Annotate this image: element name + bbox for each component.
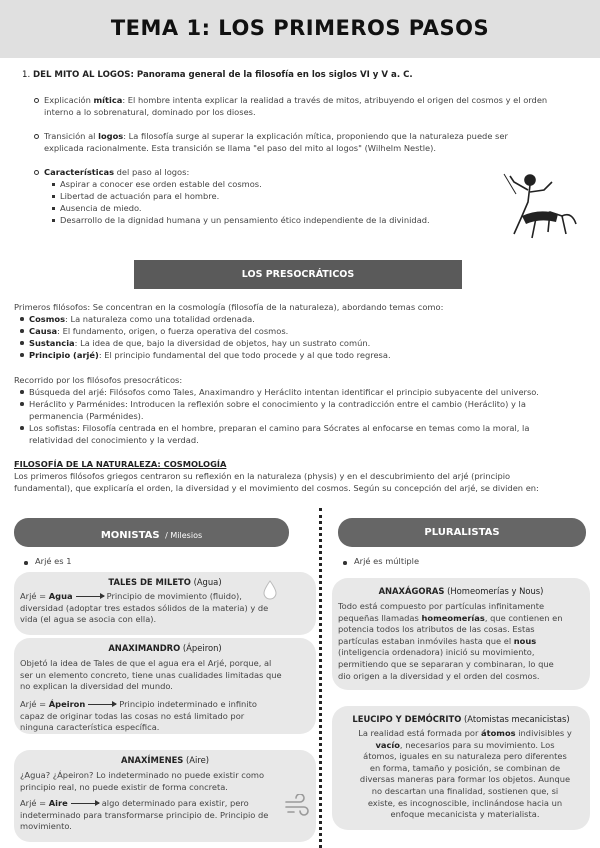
arrow-icon — [76, 596, 104, 597]
tales-card — [14, 572, 316, 635]
mitica-item: Explicación mítica: El hombre intenta explicar la realidad a través de mitos, atribuyendo el origen del cosmos y el orden interno a lo sobrenatural, dominado por los dioses. — [44, 95, 548, 117]
monistas-arje: Arjé es 1 — [35, 556, 72, 566]
column-divider — [319, 508, 322, 848]
dot-bullet-icon — [24, 561, 28, 565]
dot-bullet-icon — [20, 390, 24, 394]
leucipo-text: La realidad está formada por átomos indivisibles y vacío, necesarios para su movimiento. Los átomos, iguales en su naturaleza pero diferentes en forma, tamaño y posición, se combinan de diversas maneras para formar los objetos. Aunque no descartan una finalidad, sostienen que, si existe, es incognoscible, inclinándose hacia un enfoque mecanicista y materialista. — [358, 728, 572, 820]
caracteristicas-list: Aspirar a conocer ese orden estable del cosmos. Libertad de actuación para el hombre. Ausencia de miedo. Desarrollo de la dignidad humana y un pensamiento ético independiente de la divinidad. — [60, 179, 430, 225]
arrow-icon — [71, 803, 99, 804]
wind-icon — [284, 794, 310, 818]
dot-bullet-icon — [20, 341, 24, 345]
leucipo-title: LEUCIPO Y DEMÓCRITO (Atomistas mecanicistas) — [352, 714, 570, 724]
anaximenes-card — [14, 750, 316, 842]
square-bullet-icon — [52, 219, 55, 222]
water-drop-icon — [262, 580, 278, 600]
logos-item: Transición al logos: La filosofía surge al superar la explicación mítica, proponiendo que la naturaleza puede ser explicada racionalmente. Esta transición se llama "el paso del mito al logos" (Wilhelm Nestle). — [44, 131, 508, 153]
pluralistas-banner: PLURALISTAS — [338, 518, 586, 547]
anaximenes-arje: Arjé = Aire algo determinado para existir, pero indeterminado para transformarse principio de. Principio de movimiento. — [20, 798, 269, 832]
dot-bullet-icon — [20, 317, 24, 321]
anaxagoras-text: Todo está compuesto por partículas infinitamente pequeñas llamadas homeomerías, que contienen en potencia todos los atributos de las cosas. Estas partículas estaban inmóviles hasta que el nous (inteligencia ordenadora) inició su movimiento, permitiendo que se separaran y combinaran, lo que dio origen a la diversidad y el orden del cosmos. — [338, 601, 563, 681]
naturaleza-heading: FILOSOFÍA DE LA NATURALEZA: COSMOLOGÍA — [14, 459, 227, 469]
dot-bullet-icon — [20, 353, 24, 357]
pluralistas-arje: Arjé es múltiple — [354, 556, 420, 566]
square-bullet-icon — [52, 195, 55, 198]
section1-heading: 1. DEL MITO AL LOGOS: Panorama general de la filosofía en los siglos VI y V a. C. — [22, 70, 413, 80]
leucipo-democrito-card — [332, 706, 590, 830]
dot-bullet-icon — [20, 402, 24, 406]
circle-bullet-icon — [34, 98, 39, 103]
tales-text: Arjé = Agua Principio de movimiento (fluido), diversidad (adoptar tres estados sólidos de la materia) y de vida (el agua se asocia con ella). — [20, 591, 269, 625]
circle-bullet-icon — [34, 134, 39, 139]
anaxagoras-title: ANAXÁGORAS (Homeomerías y Nous) — [378, 586, 544, 596]
dot-bullet-icon — [20, 329, 24, 333]
cosmologia-terms: Cosmos: La naturaleza como una totalidad ordenada. Causa: El fundamento, origen, o fuerza operativa del cosmos. Sustancia: La idea de que, bajo la diversidad de objetos, hay un sustrato común. Principio (arjé): El principio fundamental del que todo procede y al que todo regresa. — [29, 314, 391, 360]
recorrido-list: Búsqueda del arjé: Filósofos como Tales, Anaximandro y Heráclito intentan identificar el principio subyacente del universo. Heráclito y Parménides: Introducen la reflexión sobre el conocimiento y la contradicción entre el cambio (Heráclito) y la permanencia (Parménides). Los sofistas: Filosofía centrada en el hombre, preparan el camino para Sócrates al enfocarse en temas como la moral, la relatividad del conocimiento y la verdad. — [29, 387, 539, 445]
recorrido-heading: Recorrido por los filósofos presocráticos: — [14, 375, 183, 385]
anaximenes-title: ANAXÍMENES (Aire) — [120, 755, 210, 765]
square-bullet-icon — [52, 207, 55, 210]
square-bullet-icon — [52, 183, 55, 186]
primeros-filosofos-intro: Primeros filósofos: Se concentran en la cosmología (filosofía de la naturaleza), abordando temas como: — [14, 302, 444, 312]
naturaleza-text: Los primeros filósofos griegos centraron su reflexión en la naturaleza (physis) y en el descubrimiento del arjé (principio fundamental), que explicaría el orden, la diversidad y el movimiento del cosmos. Según su concepción del arjé, se dividen en: — [14, 471, 539, 493]
monistas-banner: MONISTAS / Milesios — [14, 518, 289, 547]
dot-bullet-icon — [20, 426, 24, 430]
caracteristicas-item: Características del paso al logos: — [44, 167, 190, 177]
presocraticos-banner: LOS PRESOCRÁTICOS — [134, 260, 462, 289]
anaximandro-arje: Arjé = Ápeiron Principio indeterminado e infinito capaz de originar todas las cosas no está limitado por ninguna característica específica. — [20, 699, 257, 733]
tales-title: TALES DE MILETO (Agua) — [108, 577, 222, 587]
anaximenes-text: ¿Agua? ¿Ápeiron? Lo indeterminado no puede existir como principio real, no puede existir de forma concreta. — [20, 770, 265, 792]
anaximandro-title: ANAXIMANDRO (Ápeiron) — [108, 643, 222, 653]
anaximandro-text: Objetó la idea de Tales de que el agua era el Arjé, porque, al ser un elemento concreto, tiene unas cualidades limitadas que no explican la diversidad del mundo. — [20, 658, 282, 692]
circle-bullet-icon — [34, 170, 39, 175]
dot-bullet-icon — [343, 561, 347, 565]
centaur-illustration — [500, 172, 580, 244]
anaxagoras-card — [332, 578, 590, 690]
page-title: TEMA 1: LOS PRIMEROS PASOS — [110, 16, 490, 40]
anaximandro-card — [14, 638, 316, 734]
arrow-icon — [88, 704, 116, 705]
